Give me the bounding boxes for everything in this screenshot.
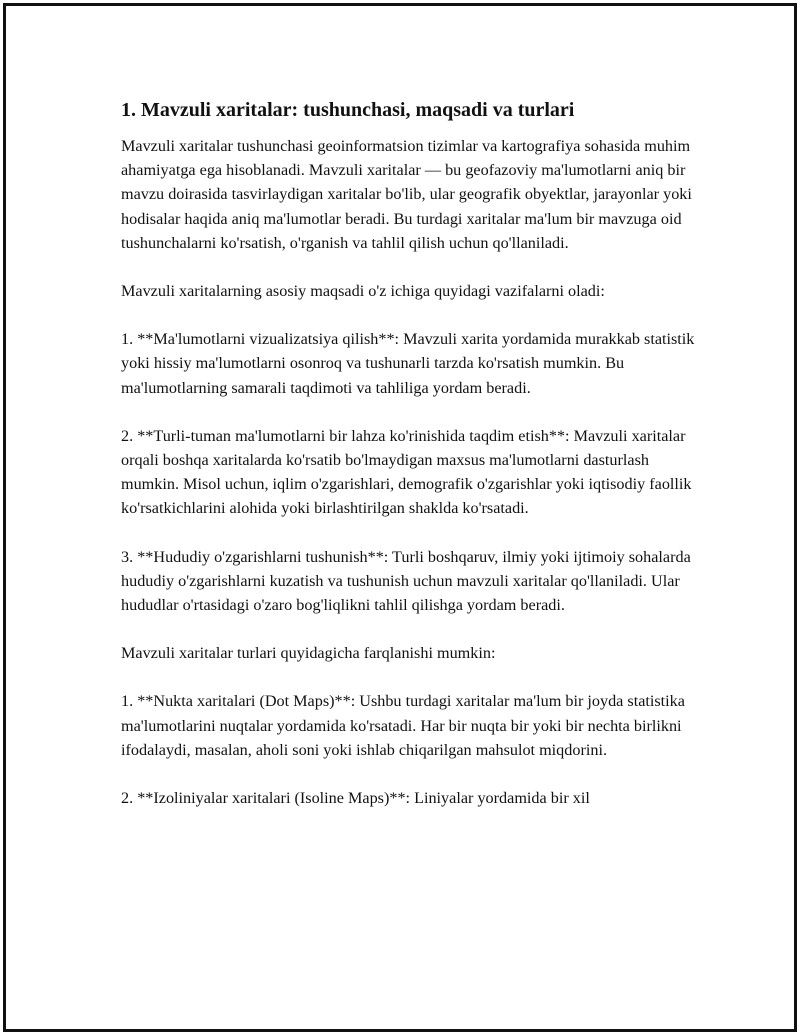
page-frame bbox=[3, 3, 797, 1032]
paragraph-types-lead: Mavzuli xaritalar turlari quyidagicha farqlanishi mumkin: bbox=[121, 644, 496, 663]
paragraph-purpose-1: 1. **Ma'lumotlarni vizualizatsiya qilish**: Mavzuli xarita yordamida murakkab statistik yoki hissiy ma'lumotlarni osonroq va tushunarli tarzda ko'rsatish mumkin. Bu ma'lumotlarning samarali taqdimoti va tahliliga yordam beradi. bbox=[121, 330, 695, 397]
document-body bbox=[121, 96, 696, 834]
paragraph-intro: Mavzuli xaritalar tushunchasi geoinformatsion tizimlar va kartografiya sohasida muhim ahamiyatga ega hisoblanadi. Mavzuli xaritalar — bu geofazoviy ma'lumotlarni aniq bir mavzu doirasida tasvirlaydigan xaritalar bo'lib, ular geografik obyektlar, jarayonlar yoki hodisalar haqida aniq ma'lumotlar beradi. Bu turdagi xaritalar ma'lum bir mavzuga oid tushunchalarni ko'rsatish, o'rganish va tahlil qilish uchun qo'llaniladi. bbox=[121, 137, 692, 252]
paragraph-type-2: 2. **Izoliniyalar xaritalari (Isoline Maps)**: Liniyalar yordamida bir xil bbox=[121, 789, 590, 808]
section-heading: 1. Mavzuli xaritalar: tushunchasi, maqsadi va turlari bbox=[121, 99, 575, 121]
paragraph-purpose-3: 3. **Hududiy o'zgarishlarni tushunish**: Turli boshqaruv, ilmiy yoki ijtimoiy sohalarda hududiy o'zgarishlarni kuzatish va tushunish uchun mavzuli xaritalar qo'llaniladi. Ular hududlar o'rtasidagi o'zaro bog'liqlikni tahlil qilishga yordam beradi. bbox=[121, 547, 691, 615]
paragraph-purpose-2: 2. **Turli-tuman ma'lumotlarni bir lahza ko'rinishida taqdim etish**: Mavzuli xaritalar orqali boshqa xaritalarda ko'rsatib bo'lmaydigan maxsus ma'lumotlarni dasturlash mumkin. Misol uchun, iqlim o'zgarishlari, demografik o'zgarishlar yoki iqtisodiy faollik ko'rsatkichlarini alohida yoki birlashtirilgan shaklda ko'rsatadi. bbox=[121, 426, 692, 518]
paragraph-purpose-lead: Mavzuli xaritalarning asosiy maqsadi o'z ichiga quyidagi vazifalarni oladi: bbox=[121, 282, 605, 301]
paragraph-type-1: 1. **Nukta xaritalari (Dot Maps)**: Ushbu turdagi xaritalar ma'lum bir joyda statistika ma'lumotlarini nuqtalar yordamida ko'rsatadi. Har bir nuqta bir yoki bir nechta birlikni ifodalaydi, masalan, aholi soni yoki ishlab chiqarilgan mahsulot miqdorini. bbox=[121, 692, 685, 759]
